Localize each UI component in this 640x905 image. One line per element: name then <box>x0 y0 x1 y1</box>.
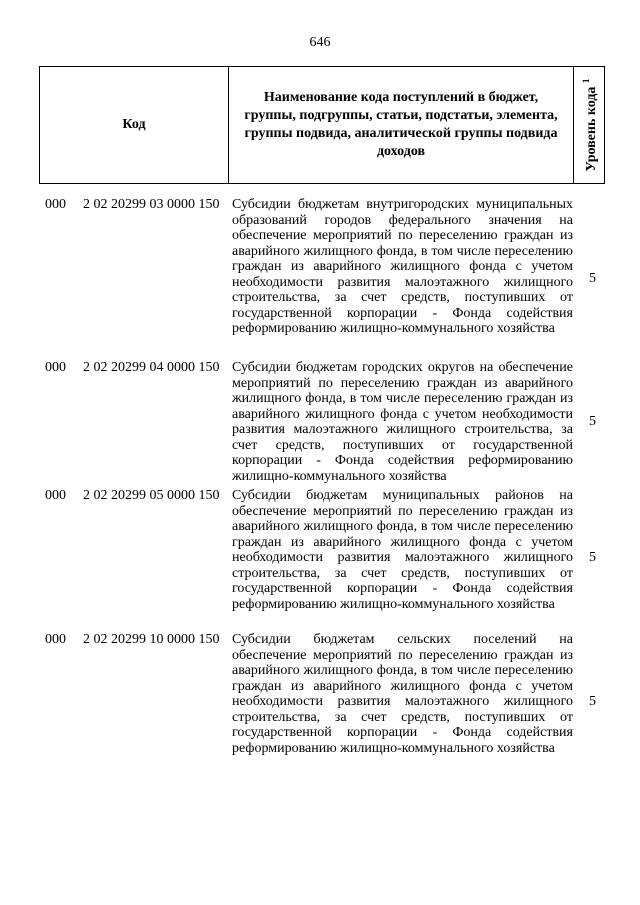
revenue-name: Субсидии бюджетам городских округов на обеспечение мероприятий по переселению граждан из аварийного жилищного фонда, в том числе переселению граждан из аварийного жилищного фонда с учетом необходимости развития малоэтажного жилищного строительства, за счет средств, поступивших от государственной корпорации - Фонда содействия реформированию жилищно-коммунального хозяйства <box>232 360 573 484</box>
admin-code: 000 <box>45 488 66 503</box>
code-level: 5 <box>589 550 596 565</box>
code-level: 5 <box>589 414 596 429</box>
revenue-code: 2 02 20299 05 0000 150 <box>83 488 220 503</box>
header-level-label: Уровень кода <box>583 86 599 172</box>
page-number: 646 <box>309 35 331 50</box>
revenue-code: 2 02 20299 04 0000 150 <box>83 360 220 375</box>
header-name: Наименование кода поступлений в бюджет, группы, подгруппы, статьи, подстатьи, элемента, группы подвида, аналитической группы подвида доходов <box>229 67 574 183</box>
table-header <box>39 66 605 184</box>
code-level: 5 <box>589 271 596 286</box>
header-level-cell <box>574 67 604 183</box>
code-level: 5 <box>589 694 596 709</box>
header-level <box>577 79 601 172</box>
revenue-name: Субсидии бюджетам внутригородских муниципальных образований городов федерального значения на обеспечение мероприятий по переселению граждан из аварийного жилищного фонда, в том числе переселению граждан из аварийного жилищного фонда с учетом необходимости развития малоэтажного жилищного строительства, за счет средств, поступивших от государственной корпорации - Фонда содействия реформированию жилищно-коммунального хозяйства <box>232 197 573 336</box>
revenue-code: 2 02 20299 10 0000 150 <box>83 632 220 647</box>
header-code: Код <box>40 67 229 183</box>
revenue-name: Субсидии бюджетам муниципальных районов на обеспечение мероприятий по переселению граждан из аварийного жилищного фонда, в том числе переселению граждан из аварийного жилищного фонда с учетом необходимости развития малоэтажного жилищного строительства, за счет средств, поступивших от государственной корпорации - Фонда содействия реформированию жилищно-коммунального хозяйства <box>232 488 573 612</box>
revenue-name: Субсидии бюджетам сельских поселений на обеспечение мероприятий по переселению граждан из аварийного жилищного фонда, в том числе переселению граждан из аварийного жилищного фонда с учетом необходимости развития малоэтажного жилищного строительства, за счет средств, поступивших от государственной корпорации - Фонда содействия реформированию жилищно-коммунального хозяйства <box>232 632 573 756</box>
admin-code: 000 <box>45 632 66 647</box>
header-level-footnote: 1 <box>581 78 592 84</box>
revenue-code: 2 02 20299 03 0000 150 <box>83 197 220 212</box>
admin-code: 000 <box>45 197 66 212</box>
admin-code: 000 <box>45 360 66 375</box>
